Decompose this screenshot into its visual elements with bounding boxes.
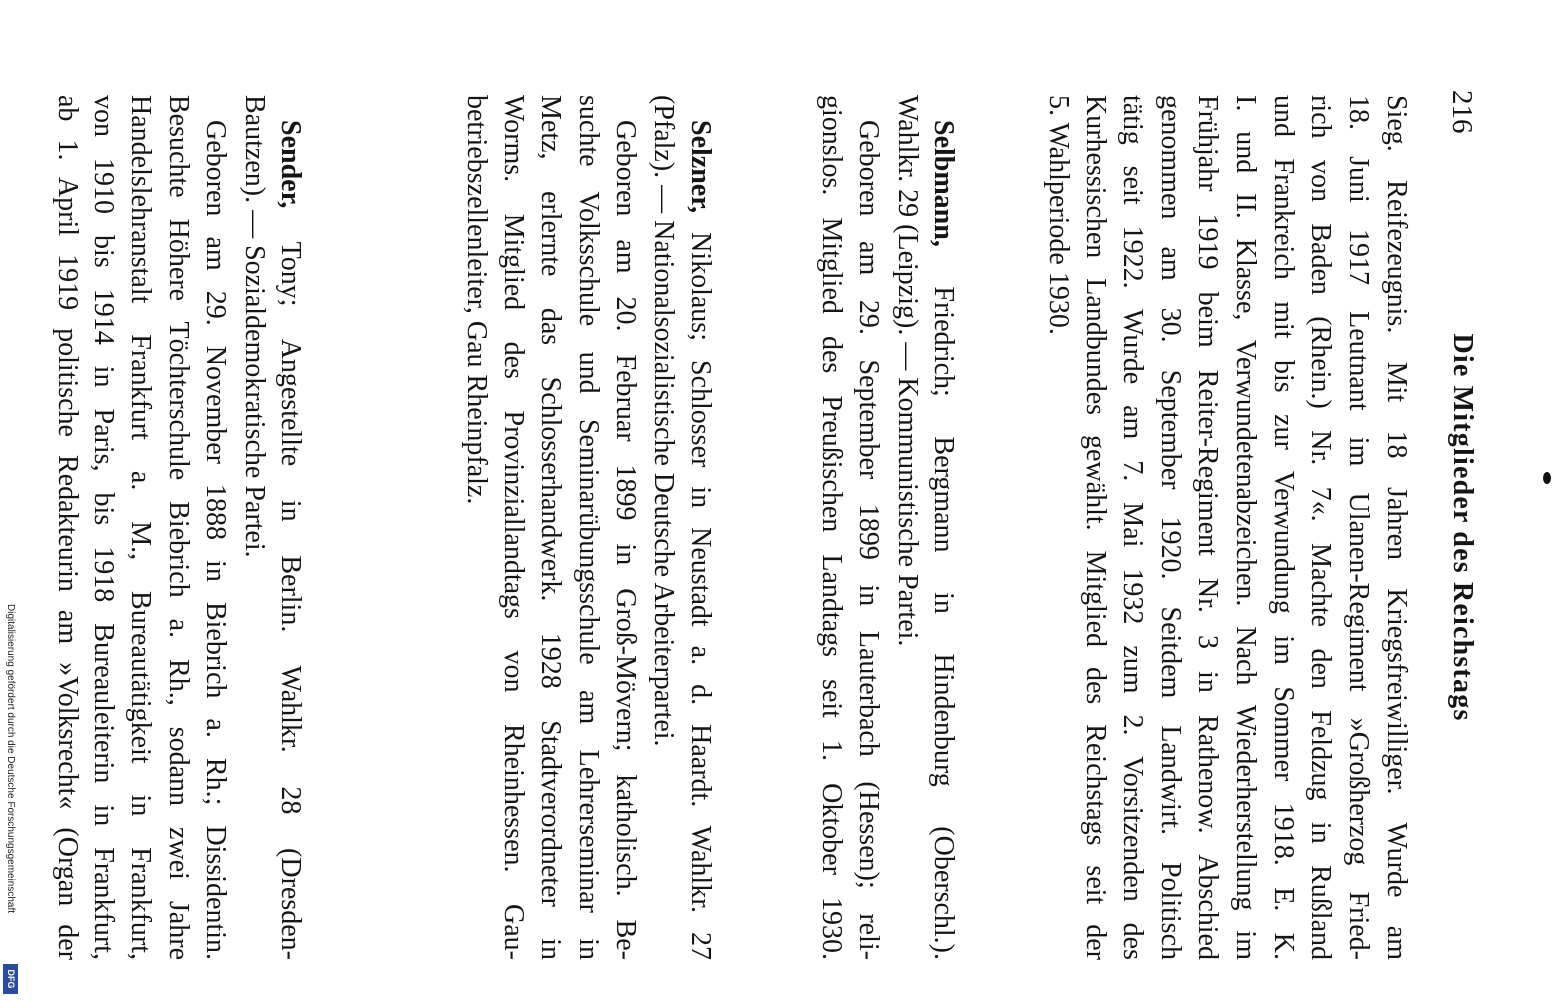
text-line: Sieg. Reifezeugnis. Mit 18 Jahren Kriegsfreiwilliger. Wurde am (1381, 95, 1412, 960)
text-line: von 1910 bis 1914 in Paris, bis 1918 Bureauleiterin in Frankfurt, (88, 95, 119, 960)
entry-heading (271, 120, 309, 960)
text-line: betriebszellenleiter, Gau Rheinpfalz. (461, 95, 492, 505)
entry-name: Selbmann, (928, 120, 959, 247)
text-line: Geboren am 20. Februar 1899 in Groß-Mövern; katholisch. Be- (610, 120, 641, 960)
entry-heading-text: Nikolaus; Schlosser in Neustadt a. d. Haardt. Wahlkr. 27 (685, 232, 716, 960)
text-line: Frühjahr 1919 beim Reiter-Regiment Nr. 3 in Rathenow. Abschied (1192, 95, 1223, 960)
text-line: Metz, erlernte das Schlosserhandwerk. 1928 Stadtverordneter in (535, 95, 566, 960)
text-line: Handelslehranstalt Frankfurt a. M., Bureautätigkeit in Frankfurt, (125, 95, 156, 960)
text-line: rich von Baden (Rhein.) Nr. 7«. Machte den Feldzug in Rußland (1305, 95, 1336, 960)
entry-heading-text: Friedrich; Bergmann in Hindenburg (Oberschl.). (928, 286, 959, 960)
text-line: I. und II. Klasse, Verwundetenabzeichen. Nach Wiederherstellung im (1230, 95, 1261, 960)
entry-heading (924, 120, 962, 960)
digitization-watermark: Digitalisierung gefördert durch die Deutsche Forschungsgemeinschaft (5, 604, 16, 914)
text-line: und Frankreich mit bis zur Verwundung im Sommer 1918. E. K. (1268, 95, 1299, 960)
text-line: suchte Volksschule und Seminarübungsschule am Lehrerseminar in (573, 95, 604, 960)
text-line: Wahlkr. 29 (Leipzig). — Kommunistische Partei. (892, 95, 923, 647)
text-line: ab 1. April 1919 politische Redakteurin am »Volksrecht« (Organ der (52, 95, 83, 960)
text-line: 18. Juni 1917 Leutnant im Ulanen-Regiment »Großherzog Fried- (1343, 95, 1374, 960)
text-line: gionslos. Mitglied des Preußischen Landtags seit 1. Oktober 1930. (816, 95, 847, 960)
page-title: Die Mitglieder des Reichstags (1447, 333, 1478, 722)
text-line: tätig seit 1922. Wurde am 7. Mai 1932 zum 2. Vorsitzenden des (1117, 95, 1148, 960)
text-line: Kurhessischen Landbundes gewählt. Mitglied des Reichstags seit der (1080, 95, 1111, 960)
text-line: (Pfalz). — Nationalsozialistische Deutsche Arbeiterpartei. (648, 95, 679, 747)
text-line: 5. Wahlperiode 1930. (1043, 95, 1074, 335)
entry-name: Selzner, (685, 120, 716, 214)
entry-heading (681, 120, 719, 960)
text-line: genommen am 30. September 1920. Seitdem Landwirt. Politisch (1155, 95, 1186, 960)
dfg-logo: DFG (3, 964, 18, 994)
text-line: Geboren am 29. September 1899 in Lauterbach (Hessen); reli- (853, 120, 884, 960)
text-line: Bautzen). — Sozialdemokratische Partei. (239, 95, 270, 558)
scan-speck (1543, 472, 1551, 484)
entry-name: Sender, (275, 120, 306, 209)
text-line: Geboren am 29. November 1888 in Biebrich a. Rh.; Dissidentin. (200, 120, 231, 960)
text-line: Besuchte Höhere Töchterschule Biebrich a. Rh., sodann zwei Jahre (163, 95, 194, 960)
text-line: Worms. Mitglied des Provinziallandtags von Rheinhessen. Gau- (498, 95, 529, 960)
page-number: 216 (1446, 90, 1478, 134)
entry-heading-text: Tony; Angestellte in Berlin. Wahlkr. 28 (Dresden- (275, 241, 306, 960)
